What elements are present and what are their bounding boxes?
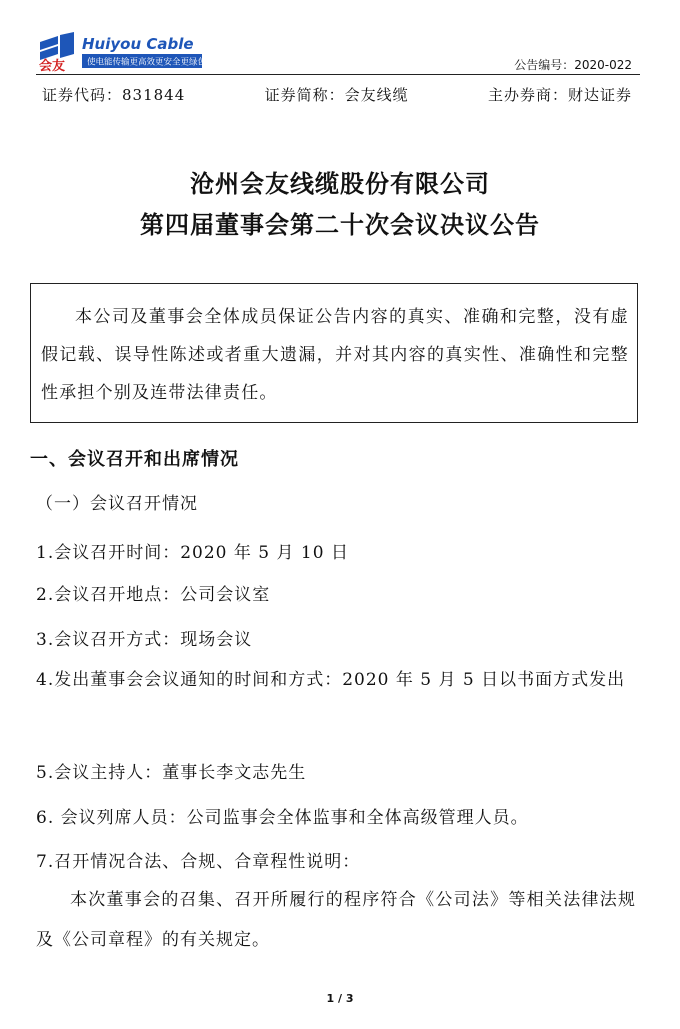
security-abbreviation: 证券简称：会友线缆 xyxy=(264,86,409,104)
declaration-box xyxy=(30,283,638,423)
page-number: 1 / 3 xyxy=(326,992,354,1005)
announcement-title: 第四届董事会第二十次会议决议公告 xyxy=(140,211,540,239)
sponsor-broker: 主办券商：财达证券 xyxy=(487,86,632,104)
svg-text:使电能传输更高效更安全更绿色: 使电能传输更高效更安全更绿色 xyxy=(87,57,206,68)
svg-text:Huiyou Cable: Huiyou Cable xyxy=(82,35,194,53)
meeting-method: 3.会议召开方式：现场会议 xyxy=(36,630,253,650)
logo-graphic xyxy=(36,32,206,74)
company-name-title: 沧州会友线缆股份有限公司 xyxy=(190,170,490,198)
meeting-time: 1.会议召开时间：2020 年 5 月 10 日 xyxy=(36,543,349,563)
meeting-attendees: 6. 会议列席人员：公司监事会全体监事和全体高级管理人员。 xyxy=(36,808,529,828)
notice-method: 4.发出董事会会议通知的时间和方式：2020 年 5 月 5 日以书面方式发出 xyxy=(36,670,626,690)
announcement-number: 公告编号：2020-022 xyxy=(514,58,632,72)
compliance-heading: 7.召开情况合法、合规、合章程性说明： xyxy=(36,852,361,872)
security-code: 证券代码：831844 xyxy=(42,86,186,104)
meeting-chair: 5.会议主持人：董事长李文志先生 xyxy=(36,763,307,783)
compliance-text: 本次董事会的召集、召开所履行的程序符合《公司法》等相关法律法规及《公司章程》的有关规定。 xyxy=(36,890,636,950)
header-divider xyxy=(36,74,640,75)
security-info-row xyxy=(42,84,632,105)
section-heading: 一、会议召开和出席情况 xyxy=(30,449,239,470)
logo-mark-icon xyxy=(40,32,74,60)
subsection-heading: （一）会议召开情况 xyxy=(36,494,198,514)
svg-text:会友: 会友 xyxy=(39,59,66,74)
meeting-location: 2.会议召开地点：公司会议室 xyxy=(36,585,271,605)
company-logo xyxy=(36,32,206,74)
declaration-text: 本公司及董事会全体成员保证公告内容的真实、准确和完整，没有虚假记载、误导性陈述或者重大遗漏，并对其内容的真实性、准确性和完整性承担个别及连带法律责任。 xyxy=(41,307,629,403)
